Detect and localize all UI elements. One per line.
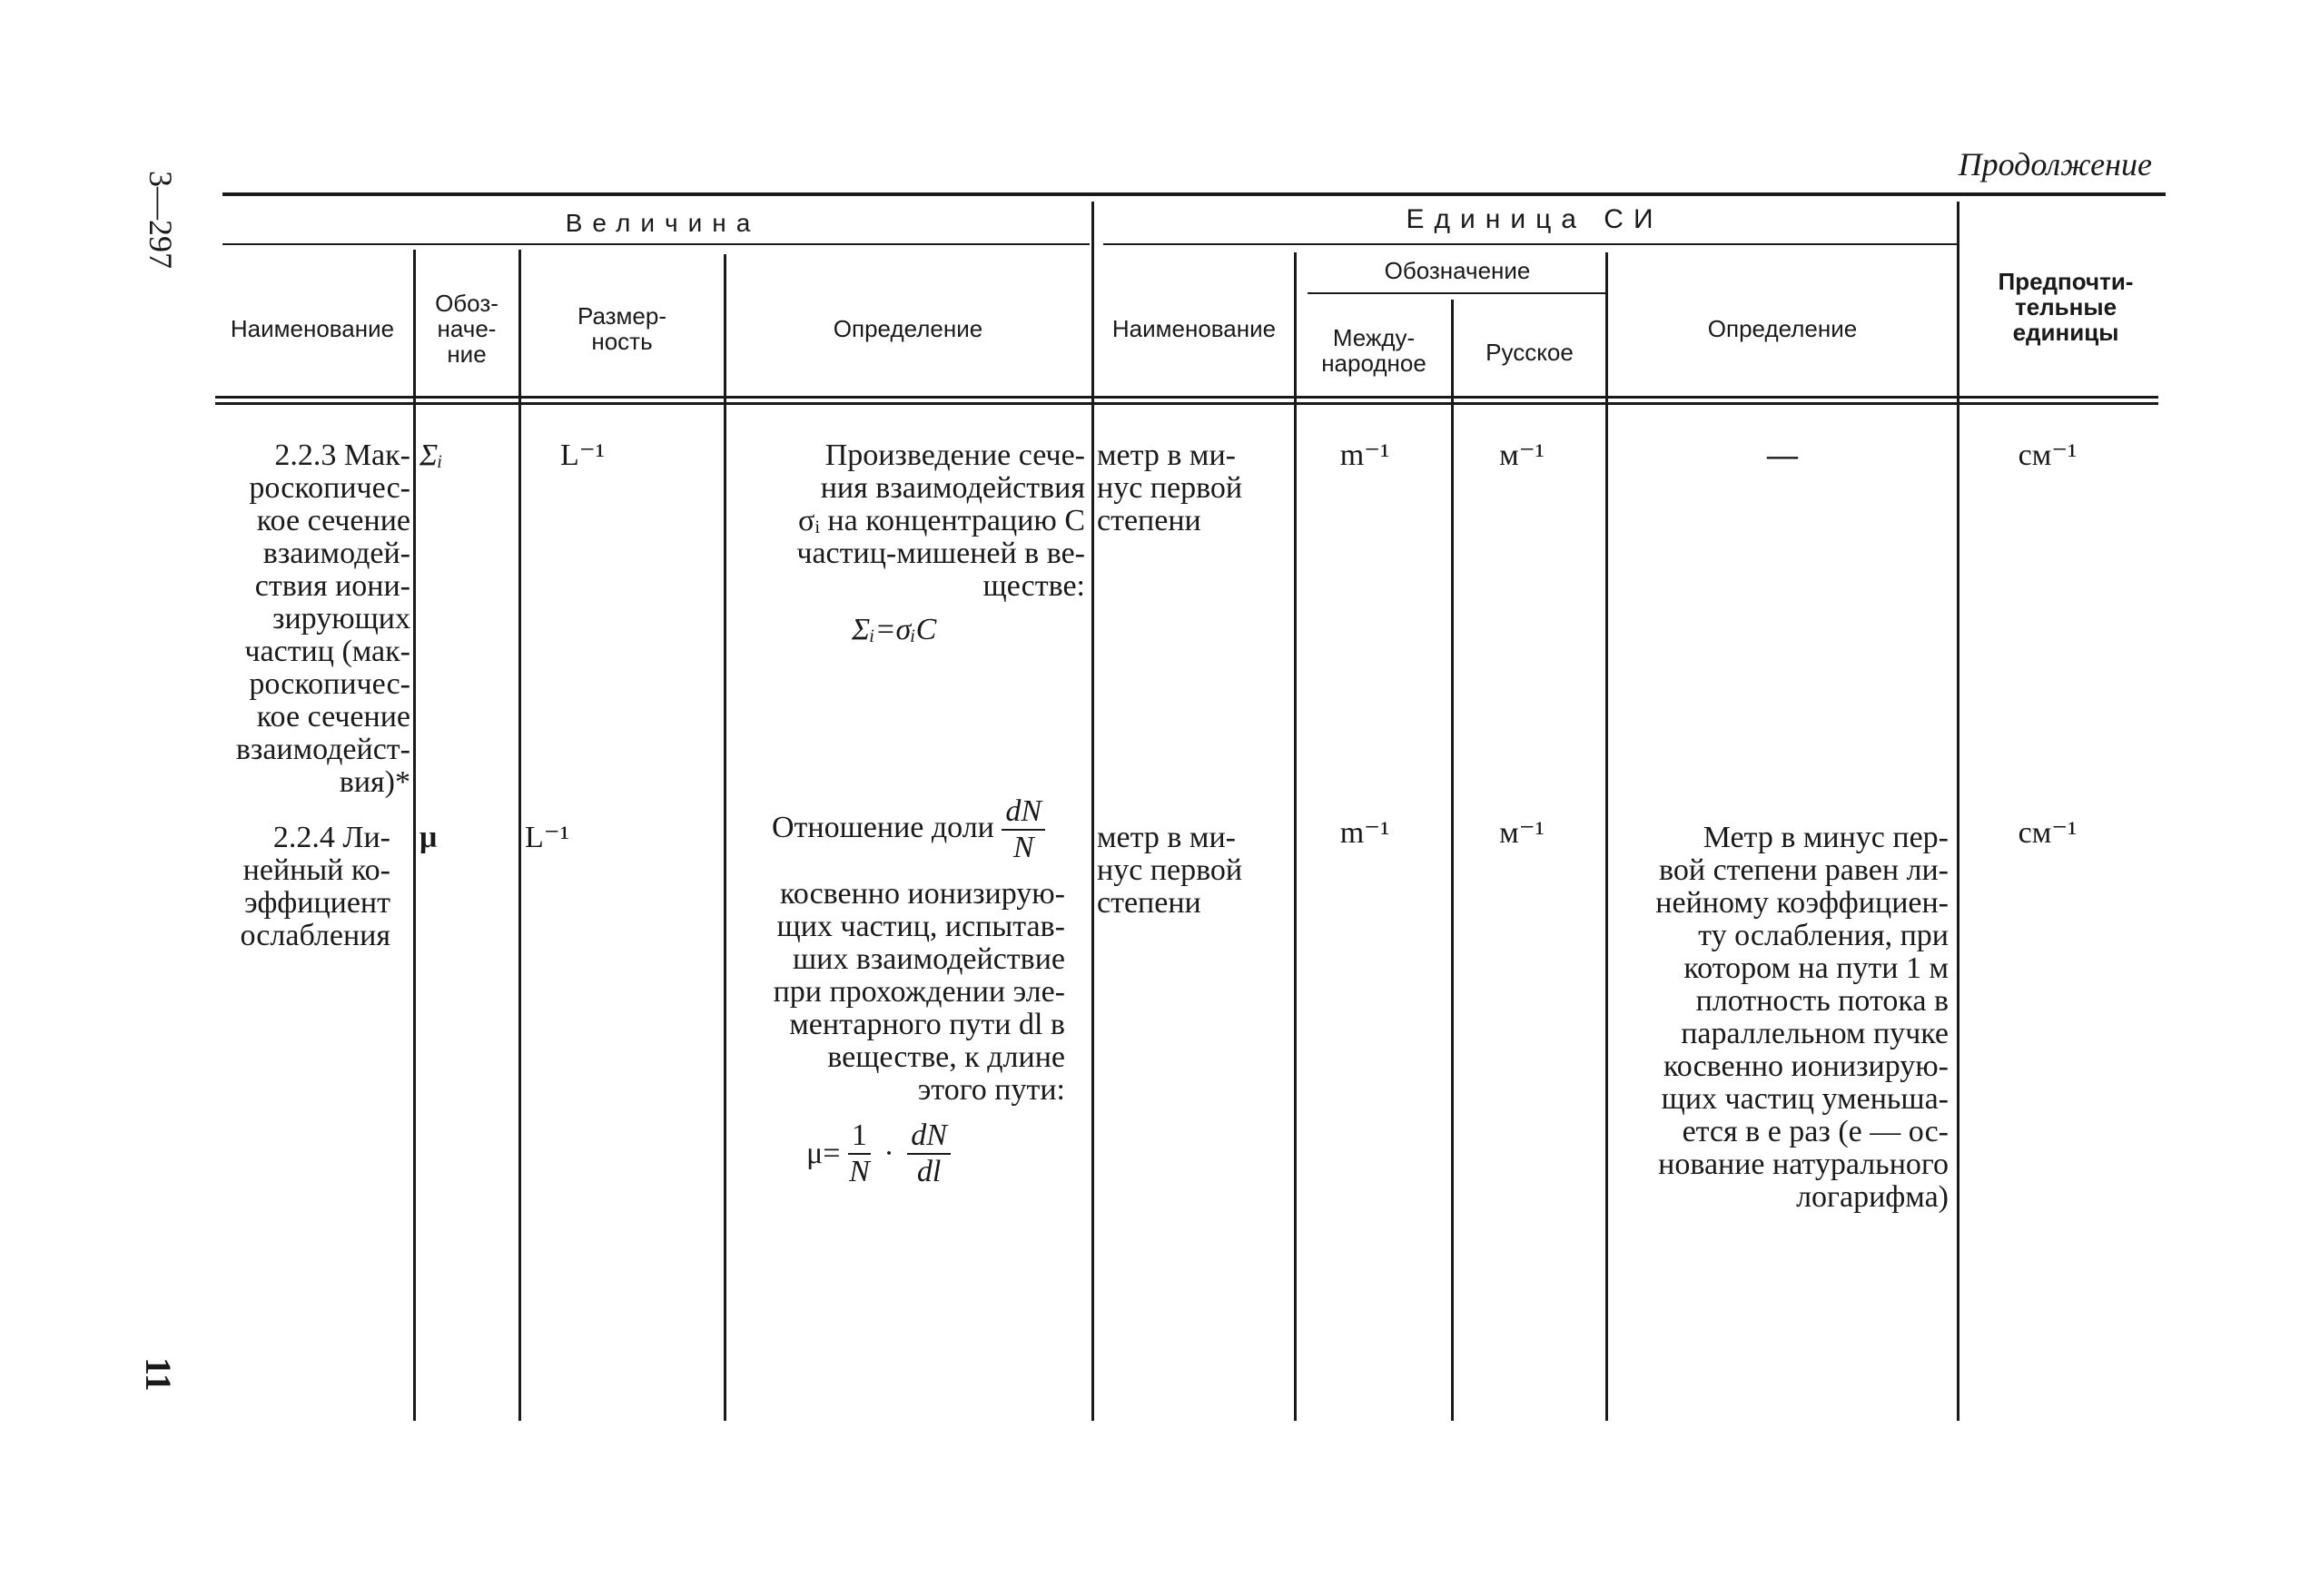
row-224-preferred: см⁻¹: [2018, 816, 2078, 850]
row-224-formula: [806, 1118, 951, 1189]
row-224-formula-fraction-2: [907, 1118, 951, 1189]
group-header-quantity: Величина: [565, 209, 761, 237]
continuation-label: Продолжение: [1958, 146, 2152, 182]
group-header-si-unit: Единица СИ: [1406, 204, 1663, 234]
row-224-formula-f1-den: N: [849, 1155, 870, 1188]
row-224-name: 2.2.4 Ли- нейный ко- эффициент ослабления: [240, 821, 390, 952]
col-header-quantity-dimension: Размер- ность: [577, 302, 667, 355]
row-224-definition-lead-text: Отношение доли: [772, 810, 994, 844]
col-header-quantity-definition: Определение: [833, 315, 983, 342]
si-group-rule: [1103, 243, 1957, 245]
margin-code: 3—297: [143, 171, 179, 269]
row-224-dimension: L⁻¹: [525, 821, 569, 854]
quantity-group-rule: [222, 243, 1090, 245]
row-224-formula-f1-num: 1: [848, 1118, 871, 1155]
col-divider-8: [1957, 202, 1959, 1421]
col-header-unit-definition: Определение: [1707, 315, 1858, 342]
header-double-rule-1: [215, 396, 2158, 399]
row-224-formula-f2-num: dN: [907, 1118, 951, 1155]
row-223-dimension: L⁻¹: [560, 438, 605, 472]
row-223-formula: Σᵢ=σᵢC: [852, 613, 937, 646]
row-224-definition-fraction: [1002, 794, 1045, 865]
col-divider-1: [413, 250, 416, 1421]
row-223-unit-name: метр в ми- нус первой степени: [1097, 438, 1243, 537]
col-header-unit-rus: Русское: [1486, 339, 1574, 366]
page-number: 11: [138, 1357, 179, 1392]
row-223-preferred: см⁻¹: [2018, 438, 2078, 472]
designation-group-rule: [1308, 292, 1607, 294]
col-divider-4: [1091, 202, 1094, 1421]
col-header-quantity-symbol: Обоз- наче- ние: [435, 290, 498, 368]
row-224-definition: косвенно ионизирую- щих частиц, испытав- ших взаимодействие при прохождении эле- ментарного пути dl в веществе, к длине этого пути:: [773, 877, 1065, 1107]
row-224-unit-definition: Метр в минус пер- вой степени равен ли- нейному коэффициен- ту ослабления, при котором на пути 1 м плотность потока в параллельном пучке косвенно ионизирую- щих частиц уменьша- ется в е раз (е — ос- нование натурального логарифма): [1655, 821, 1949, 1214]
row-224-frac-numerator: dN: [1002, 794, 1045, 831]
col-header-quantity-name: Наименование: [230, 315, 395, 342]
row-224-frac-denominator: N: [1012, 831, 1034, 864]
row-224-unit-name: метр в ми- нус первой степени: [1097, 821, 1243, 920]
row-224-formula-fraction-1: [848, 1118, 871, 1189]
col-header-unit-intl: Между- народное: [1321, 324, 1426, 377]
col-divider-3: [724, 254, 726, 1421]
row-223-definition: Произведение сече- ния взаимодействия σᵢ на концентрацию C частиц-мишеней в ве- ществе:: [796, 438, 1085, 603]
table-top-rule: [222, 192, 2166, 196]
row-223-unit-definition: —: [1767, 438, 1798, 472]
row-224-unit-rus: м⁻¹: [1499, 816, 1545, 850]
col-divider-2: [518, 250, 521, 1421]
row-223-symbol: Σᵢ: [420, 438, 443, 472]
row-224-formula-lhs: μ=: [806, 1137, 841, 1170]
row-223-name: 2.2.3 Мак- роскопичес- кое сечение взаимодей- ствия иони- зирующих частиц (мак- роскопичес- кое сечение взаимодейст- вия)*: [235, 438, 410, 799]
row-224-definition-lead: [772, 794, 1045, 865]
col-header-unit-name: Наименование: [1111, 315, 1277, 342]
row-224-symbol: μ: [420, 821, 438, 854]
row-224-formula-dot: ·: [883, 1137, 894, 1170]
row-223-unit-intl: m⁻¹: [1339, 438, 1390, 472]
row-224-formula-f2-den: dl: [916, 1155, 942, 1188]
header-double-rule-2: [215, 402, 2158, 405]
row-224-unit-intl: m⁻¹: [1339, 816, 1390, 850]
col-header-preferred-units: Предпочти- тельные единицы: [1998, 268, 2134, 346]
row-223-unit-rus: м⁻¹: [1499, 438, 1545, 472]
group-header-designation: Обозначение: [1384, 257, 1531, 284]
